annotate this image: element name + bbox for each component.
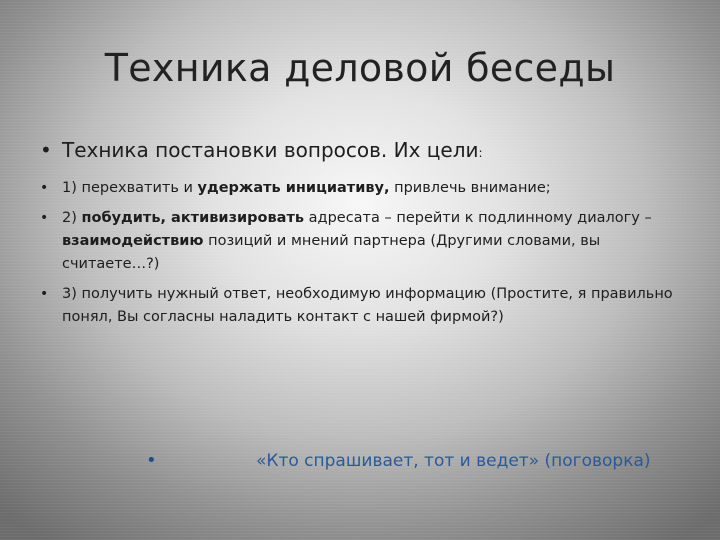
bullet-list <box>40 136 680 336</box>
bullet-dot-icon: • <box>40 286 49 302</box>
bullet-main-colon: : <box>478 146 483 160</box>
proverb-text: «Кто спрашивает, тот и ведет» (поговорка) <box>256 451 651 471</box>
bullet-dot-icon: • <box>40 138 52 162</box>
bullet-text: привлечь внимание; <box>389 180 551 196</box>
bullet-text-bold: удержать инициативу, <box>197 180 390 196</box>
bullet-main <box>40 136 680 167</box>
bullet-text: адресата – перейти к подлинному диалогу – <box>304 210 652 226</box>
bullet-item-3 <box>40 283 680 329</box>
bullet-text-bold: взаимодействию <box>62 233 204 249</box>
bullet-main-text: Техника постановки вопросов. Их цели <box>62 138 479 162</box>
bullet-text: позиций и мнений партнера (Другими словами, вы считаете…?) <box>62 233 601 272</box>
bullet-text: 1) перехватить и <box>62 180 198 196</box>
bullet-dot-icon: • <box>40 210 49 226</box>
bullet-item-1 <box>40 177 680 200</box>
bullet-text-bold: побудить, активизировать <box>81 210 305 226</box>
bullet-item-2 <box>40 207 680 276</box>
bullet-text: 3) получить нужный ответ, необходимую информацию (Простите, я правильно понял, Вы согласны наладить контакт с нашей фирмой?) <box>62 286 673 325</box>
bullet-dot-icon: • <box>40 180 49 196</box>
bullet-text: 2) <box>62 210 82 226</box>
proverb-bullet-icon: • <box>146 450 157 471</box>
slide-title: Техника деловой беседы <box>104 46 616 90</box>
